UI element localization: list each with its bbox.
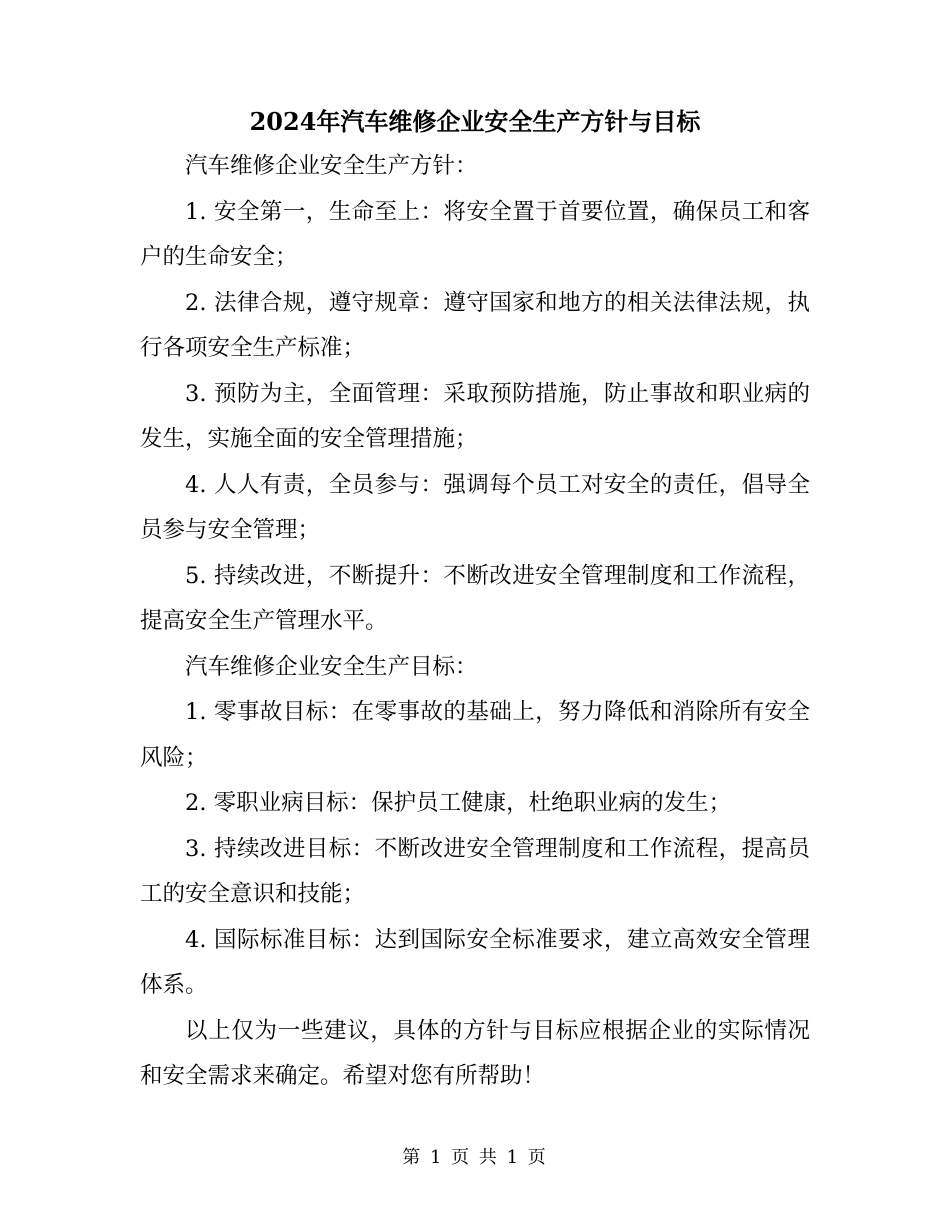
policy-item-1: 1. 安全第一，生命至上：将安全置于首要位置，确保员工和客户的生命安全； bbox=[140, 198, 810, 270]
closing-paragraph: 以上仅为一些建议，具体的方针与目标应根据企业的实际情况和安全需求来确定。希望对您有所帮助！ bbox=[140, 1017, 810, 1089]
page-footer: 第 1 页 共 1 页 bbox=[402, 1147, 548, 1168]
policy-item-2: 2. 法律合规，遵守规章：遵守国家和地方的相关法律法规，执行各项安全生产标准； bbox=[140, 289, 810, 361]
goal-item-1: 1. 零事故目标：在零事故的基础上，努力降低和消除所有安全风险； bbox=[140, 699, 810, 771]
policy-item-5: 5. 持续改进，不断提升：不断改进安全管理制度和工作流程，提高安全生产管理水平。 bbox=[140, 562, 810, 634]
goal-item-4: 4. 国际标准目标：达到国际安全标准要求，建立高效安全管理体系。 bbox=[140, 926, 810, 998]
document-title: 2024年汽车维修企业安全生产方针与目标 bbox=[249, 107, 701, 136]
section-heading-policy: 汽车维修企业安全生产方针： bbox=[185, 153, 478, 179]
document-body bbox=[140, 100, 810, 1100]
policy-item-3: 3. 预防为主，全面管理：采取预防措施，防止事故和职业病的发生，实施全面的安全管理措施； bbox=[140, 380, 810, 452]
goal-item-3: 3. 持续改进目标：不断改进安全管理制度和工作流程，提高员工的安全意识和技能； bbox=[140, 835, 810, 907]
section-heading-goals: 汽车维修企业安全生产目标： bbox=[185, 653, 478, 680]
policy-item-4: 4. 人人有责，全员参与：强调每个员工对安全的责任，倡导全员参与安全管理； bbox=[140, 471, 810, 543]
goal-item-2: 2. 零职业病目标：保护员工健康，杜绝职业病的发生； bbox=[185, 790, 732, 816]
